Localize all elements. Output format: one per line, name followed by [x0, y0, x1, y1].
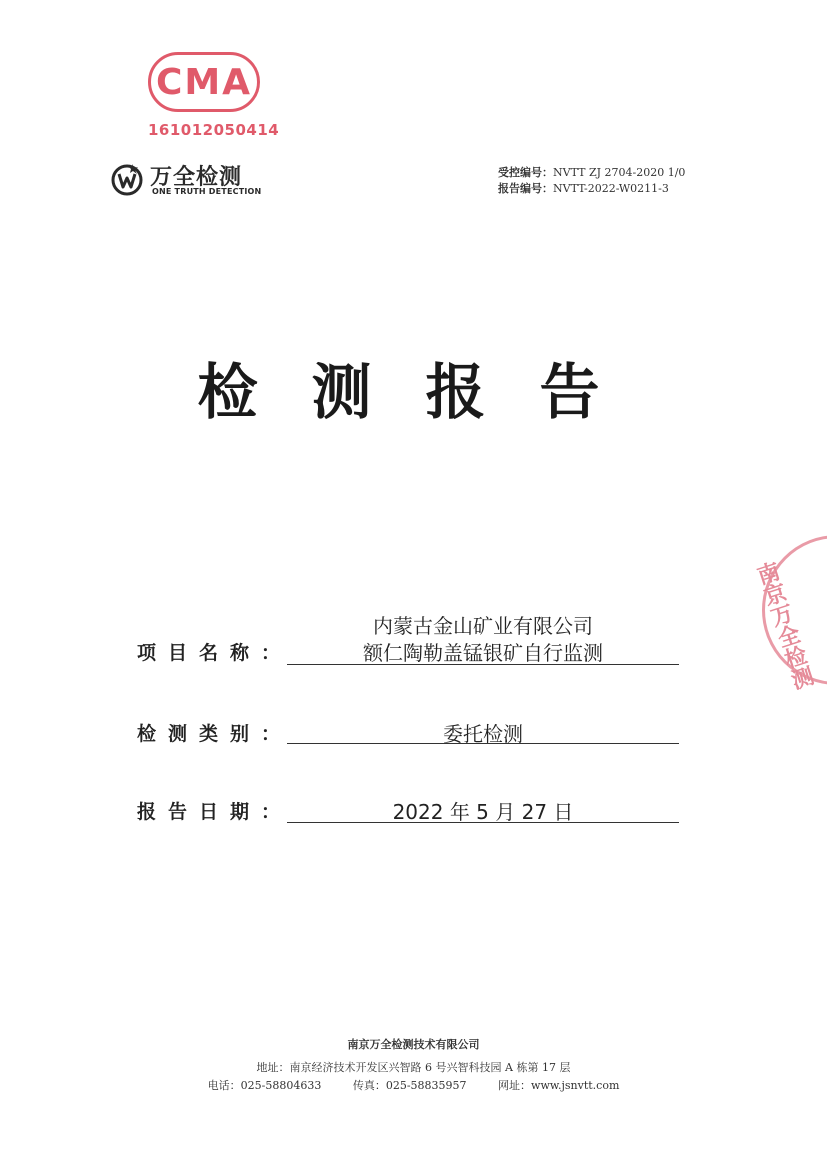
report-date-value: 2022 年 5 月 27 日: [392, 800, 574, 824]
control-number: [498, 164, 685, 180]
cma-mark-text: CMA: [155, 61, 253, 103]
test-category-underline: [287, 743, 679, 744]
footer-company: 南京万全检测技术有限公司: [347, 1038, 480, 1051]
test-category-value: 委托检测: [443, 722, 523, 746]
company-logo-icon: [110, 162, 144, 196]
report-date-label: 报告日期：: [137, 801, 293, 823]
report-number: [498, 180, 669, 196]
control-number-label: 受控编号：: [498, 166, 553, 179]
company-seal-text: 南京万全检测: [751, 559, 816, 693]
cma-certificate-number: 161012050414: [148, 121, 280, 139]
footer-phone: 电话：025-58804633: [207, 1079, 322, 1092]
cma-logo: [148, 52, 260, 112]
footer-fax: 传真：025-58835957: [352, 1079, 467, 1092]
project-name-line1: 内蒙古金山矿业有限公司: [373, 614, 593, 638]
footer-contacts: [0, 1077, 827, 1093]
project-name-underline: [287, 664, 679, 665]
report-number-label: 报告编号：: [498, 182, 553, 195]
project-name-line2: 额仁陶勒盖锰银矿自行监测: [363, 641, 603, 665]
report-title: 检测报告: [197, 358, 654, 428]
control-number-value: NVTT ZJ 2704-2020 1/0: [553, 166, 686, 179]
test-category-label: 检测类别：: [137, 723, 293, 745]
report-date-underline: [287, 822, 679, 823]
company-name-cn: 万全检测: [150, 165, 243, 190]
footer-address: 地址：南京经济技术开发区兴智路 6 号兴智科技园 A 栋第 17 层: [256, 1061, 571, 1074]
project-name-label: 项目名称：: [137, 642, 293, 664]
report-number-value: NVTT-2022-W0211-3: [553, 182, 669, 195]
footer-website: 网址：www.jsnvtt.com: [498, 1079, 620, 1092]
company-name-en: ONE TRUTH DETECTION: [152, 187, 262, 196]
